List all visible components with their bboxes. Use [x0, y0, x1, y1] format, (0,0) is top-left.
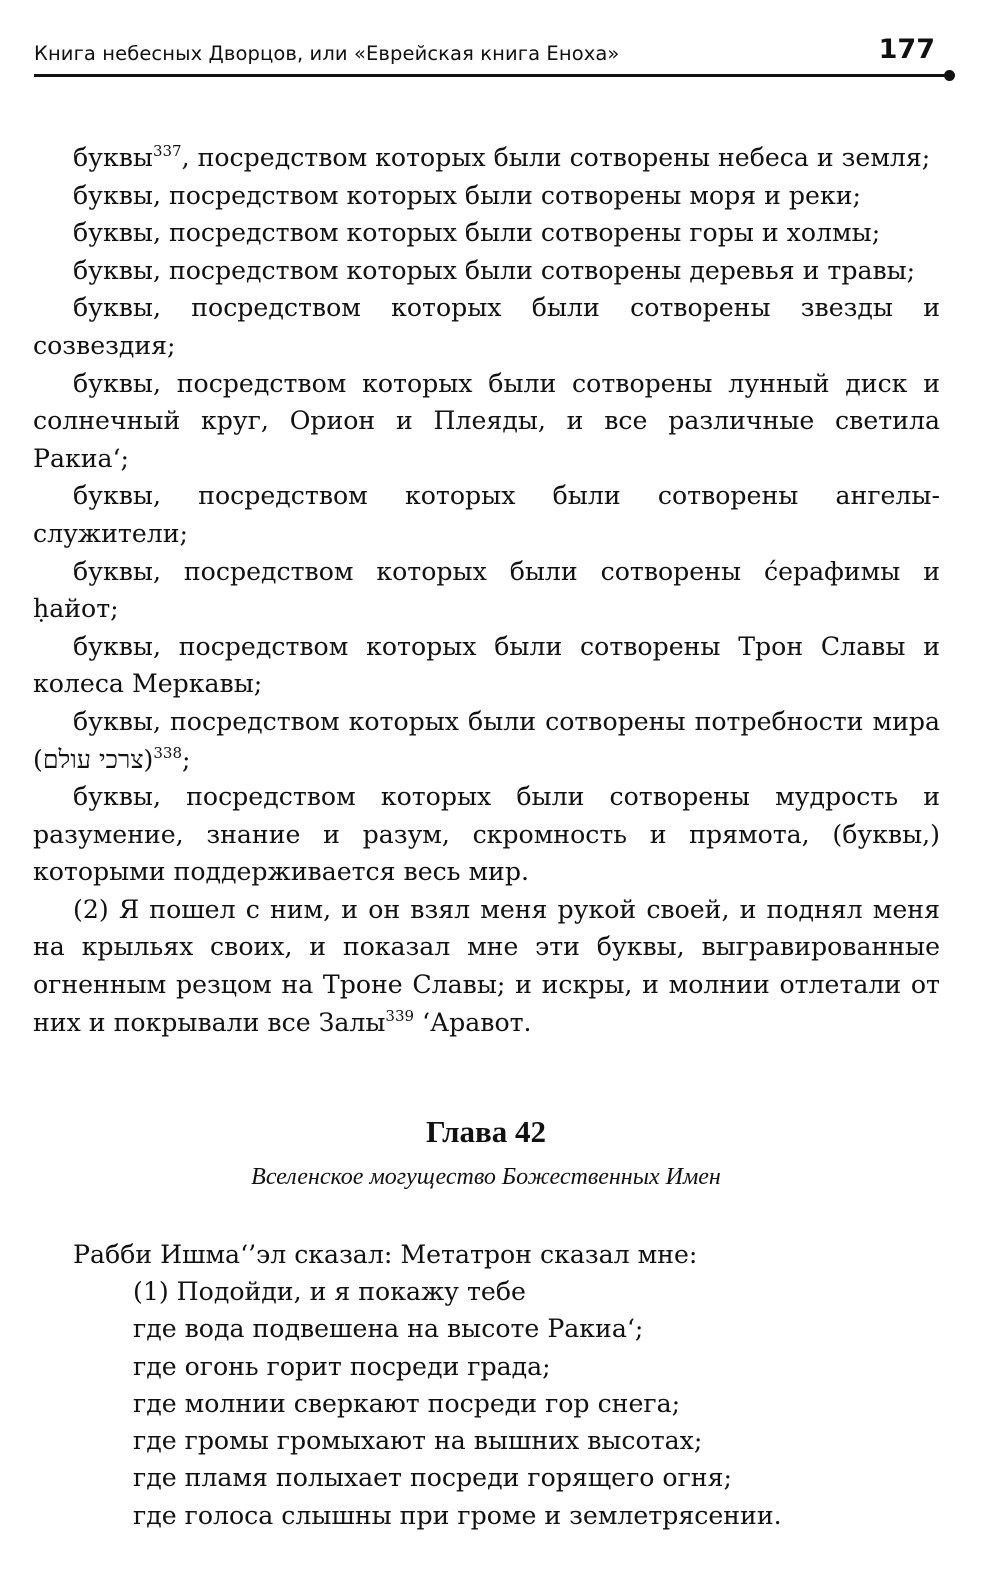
paragraph: буквы, посредством которых были сотворены горы и холмы; [73, 218, 881, 248]
header-rule [34, 74, 946, 77]
chapter-intro: Рабби Ишма‘’эл сказал: Метатрон сказал мне: [73, 1240, 698, 1269]
chapter-subtitle: Вселенское могущество Божественных Имен [251, 1164, 721, 1190]
paragraph: буквы$^{337}$, посредством которых были сотворены небеса и земля; [73, 142, 931, 172]
paragraph: буквы, посредством которых были сотворены ćерафимы и ḥайот; [33, 556, 940, 624]
paragraph: буквы, посредством которых были сотворены потребности мира (צרכי עולם)$^{338}$; [33, 706, 940, 774]
paragraph: буквы, посредством которых были сотворены лунный диск и солнечный круг, Орион и Плеяды, и все различные светила Ракиа‘; [33, 368, 940, 473]
footnote-ref: 338 [153, 743, 182, 762]
page-number: 177 [878, 34, 935, 65]
poem-line: где пламя полыхает посреди горящего огня; [133, 1463, 732, 1493]
paragraph: буквы, посредством которых были сотворены моря и реки; [73, 180, 861, 210]
poem-line: где громы громыхают на вышних высотах; [133, 1426, 703, 1456]
paragraph: буквы, посредством которых были сотворены звезды и созвездия; [33, 293, 940, 360]
poem-line: где молнии сверкают посреди гор снега; [133, 1388, 681, 1418]
chapter-title: Глава 42 [425, 1114, 547, 1149]
running-header [34, 34, 959, 84]
body-text [33, 139, 940, 1041]
paragraph: буквы, посредством которых были сотворены мудрость и разумение, знание и разум, скромность и прямота, (буквы,) которыми поддерживается весь мир. [33, 782, 940, 887]
poem-line: (1) Подойди, и я покажу тебе [133, 1277, 526, 1306]
paragraph: (2) Я пошел с ним, и он взял меня рукой своей, и поднял меня на крыльях своих, и показал мне эти буквы, выгравированные огненным резцом на Троне Славы; и искры, и молнии отлетали от них и покрывали все Залы$^{339}$ ‘Аравот. [33, 894, 940, 1037]
paragraph: буквы, посредством которых были сотворены Трон Славы и колеса Меркавы; [33, 631, 940, 699]
footnote-ref: 339 [385, 1006, 415, 1025]
poem [133, 1273, 782, 1534]
poem-line: где вода подвешена на высоте Ракиа‘; [133, 1314, 644, 1344]
poem-line: где голоса слышны при громе и землетрясении. [133, 1500, 782, 1530]
poem-line: где огонь горит посреди града; [133, 1351, 551, 1381]
footnote-ref: 337 [152, 142, 182, 160]
running-title: Книга небесных Дворцов, или «Еврейская книга Еноха» [34, 42, 620, 65]
paragraph: буквы, посредством которых были сотворены деревья и травы; [73, 255, 916, 285]
header-rule-dot [944, 70, 955, 81]
paragraph: буквы, посредством которых были сотворены ангелы-служители; [33, 481, 940, 548]
